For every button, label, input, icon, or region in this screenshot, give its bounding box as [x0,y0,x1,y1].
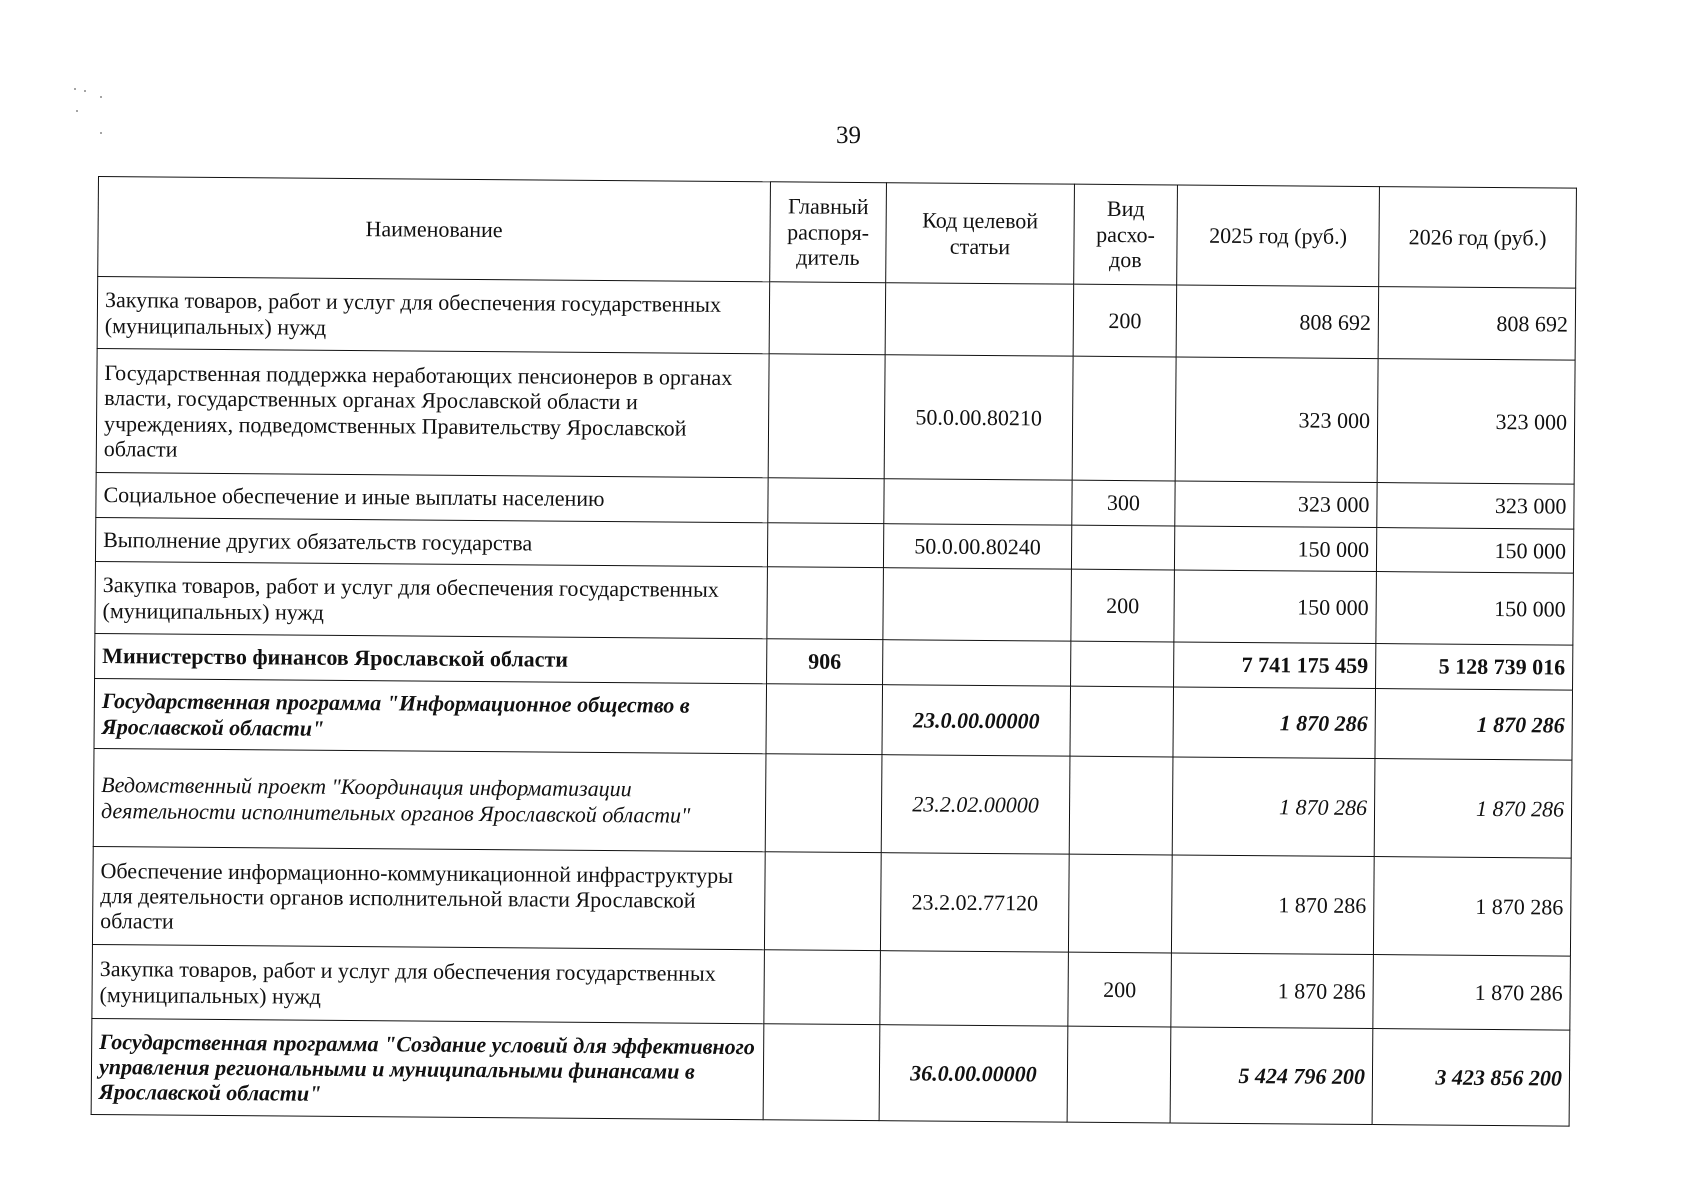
cell-2025: 7 741 175 459 [1174,642,1376,689]
cell-type [1071,641,1174,687]
table-row [97,277,1576,361]
table-row [95,561,1574,645]
cell-code [883,568,1072,641]
cell-2026: 1 870 286 [1373,857,1571,957]
cell-2026: 1 870 286 [1374,759,1572,859]
cell-name: Закупка товаров, работ и услуг для обеспечения государственных (муниципальных) нужд [92,944,765,1023]
cell-2025: 1 870 286 [1172,757,1375,857]
cell-name: Закупка товаров, работ и услуг для обеспечения государственных (муниципальных) нужд [97,277,770,354]
cell-2025: 323 000 [1175,357,1378,483]
cell-2026: 3 423 856 200 [1372,1029,1570,1127]
header-name: Наименование [98,177,771,282]
cell-name: Обеспечение информационно-коммуникационной инфраструктуры для деятельности органов исполнительной власти Ярославской области [92,846,765,949]
cell-code: 50.0.00.80210 [884,355,1073,480]
cell-2026: 150 000 [1376,572,1574,646]
cell-ministry [767,523,883,568]
cell-name: Ведомственный проект "Координация информатизации деятельности исполнительных органов Ярославской области" [93,748,766,851]
cell-ministry: 906 [767,639,883,685]
cell-type: 200 [1073,284,1177,357]
cell-name: Закупка товаров, работ и услуг для обеспечения государственных (муниципальных) нужд [95,561,768,638]
cell-type [1068,854,1172,953]
cell-2026: 1 870 286 [1375,689,1573,761]
cell-2025: 150 000 [1174,526,1376,572]
cell-ministry [767,567,884,640]
cell-2026: 323 000 [1377,359,1575,485]
cell-2026: 150 000 [1376,528,1573,574]
cell-code [883,640,1071,686]
cell-code: 23.2.02.00000 [881,755,1070,854]
header-ministry: Главный распоря-дитель [770,182,887,283]
cell-ministry [764,852,881,951]
cell-code [880,951,1069,1026]
cell-ministry [769,282,886,355]
cell-2025: 1 870 286 [1171,953,1374,1029]
cell-type: 300 [1072,480,1175,526]
table-row [96,348,1575,484]
cell-2025: 1 870 286 [1171,855,1374,955]
cell-2025: 5 424 796 200 [1170,1027,1373,1125]
cell-type [1071,525,1174,570]
cell-2025: 808 692 [1176,285,1379,359]
table-header-row [98,177,1577,289]
scan-artifact [72,86,112,146]
cell-type [1069,756,1173,855]
cell-2025: 150 000 [1174,570,1377,644]
cell-name: Выполнение других обязательств государства [95,517,767,566]
cell-name: Министерство финансов Ярославской области [95,633,767,683]
table-row [94,678,1573,760]
header-type: Вид расхо-дов [1074,184,1178,285]
cell-2025: 1 870 286 [1173,687,1376,759]
table-row [92,846,1571,956]
cell-2026: 808 692 [1378,287,1576,361]
cell-ministry [763,1024,880,1121]
cell-2026: 323 000 [1377,483,1574,530]
cell-code: 23.0.00.00000 [882,685,1071,756]
cell-type: 200 [1071,569,1175,642]
cell-type [1072,356,1176,481]
cell-code [885,283,1074,356]
cell-2026: 5 128 739 016 [1376,644,1573,691]
table-row [92,944,1571,1030]
header-code: Код целевой статьи [886,183,1075,284]
cell-ministry [766,684,883,755]
cell-type [1067,1026,1171,1123]
cell-name: Государственная поддержка неработающих пенсионеров в органах власти, государственных органах Ярославской области и учреждениях, подведомственных Правительству Ярославской области [96,348,769,477]
cell-type [1070,686,1174,757]
cell-ministry [768,478,884,524]
header-2025: 2025 год (руб.) [1177,185,1380,287]
cell-name: Социальное обеспечение и иные выплаты населению [96,472,768,522]
cell-ministry [765,754,882,853]
cell-code: 50.0.00.80240 [883,524,1071,569]
cell-code [884,479,1072,525]
budget-table [91,176,1577,1127]
header-2026: 2026 год (руб.) [1379,187,1577,289]
cell-ministry [764,950,881,1025]
table-row [93,748,1572,858]
page-number: 39 [836,122,861,149]
cell-name: Государственная программа "Создание условий для эффективного управления региональными и муниципальными финансами в Ярославской области" [91,1018,764,1119]
cell-type: 200 [1068,952,1172,1027]
cell-2026: 1 870 286 [1373,955,1571,1031]
cell-code: 36.0.00.00000 [879,1025,1068,1122]
cell-name: Государственная программа "Информационное общество в Ярославской области" [94,678,767,753]
table-row [91,1018,1570,1126]
cell-2025: 323 000 [1175,481,1377,528]
cell-code: 23.2.02.77120 [880,853,1069,952]
cell-ministry [768,354,885,479]
